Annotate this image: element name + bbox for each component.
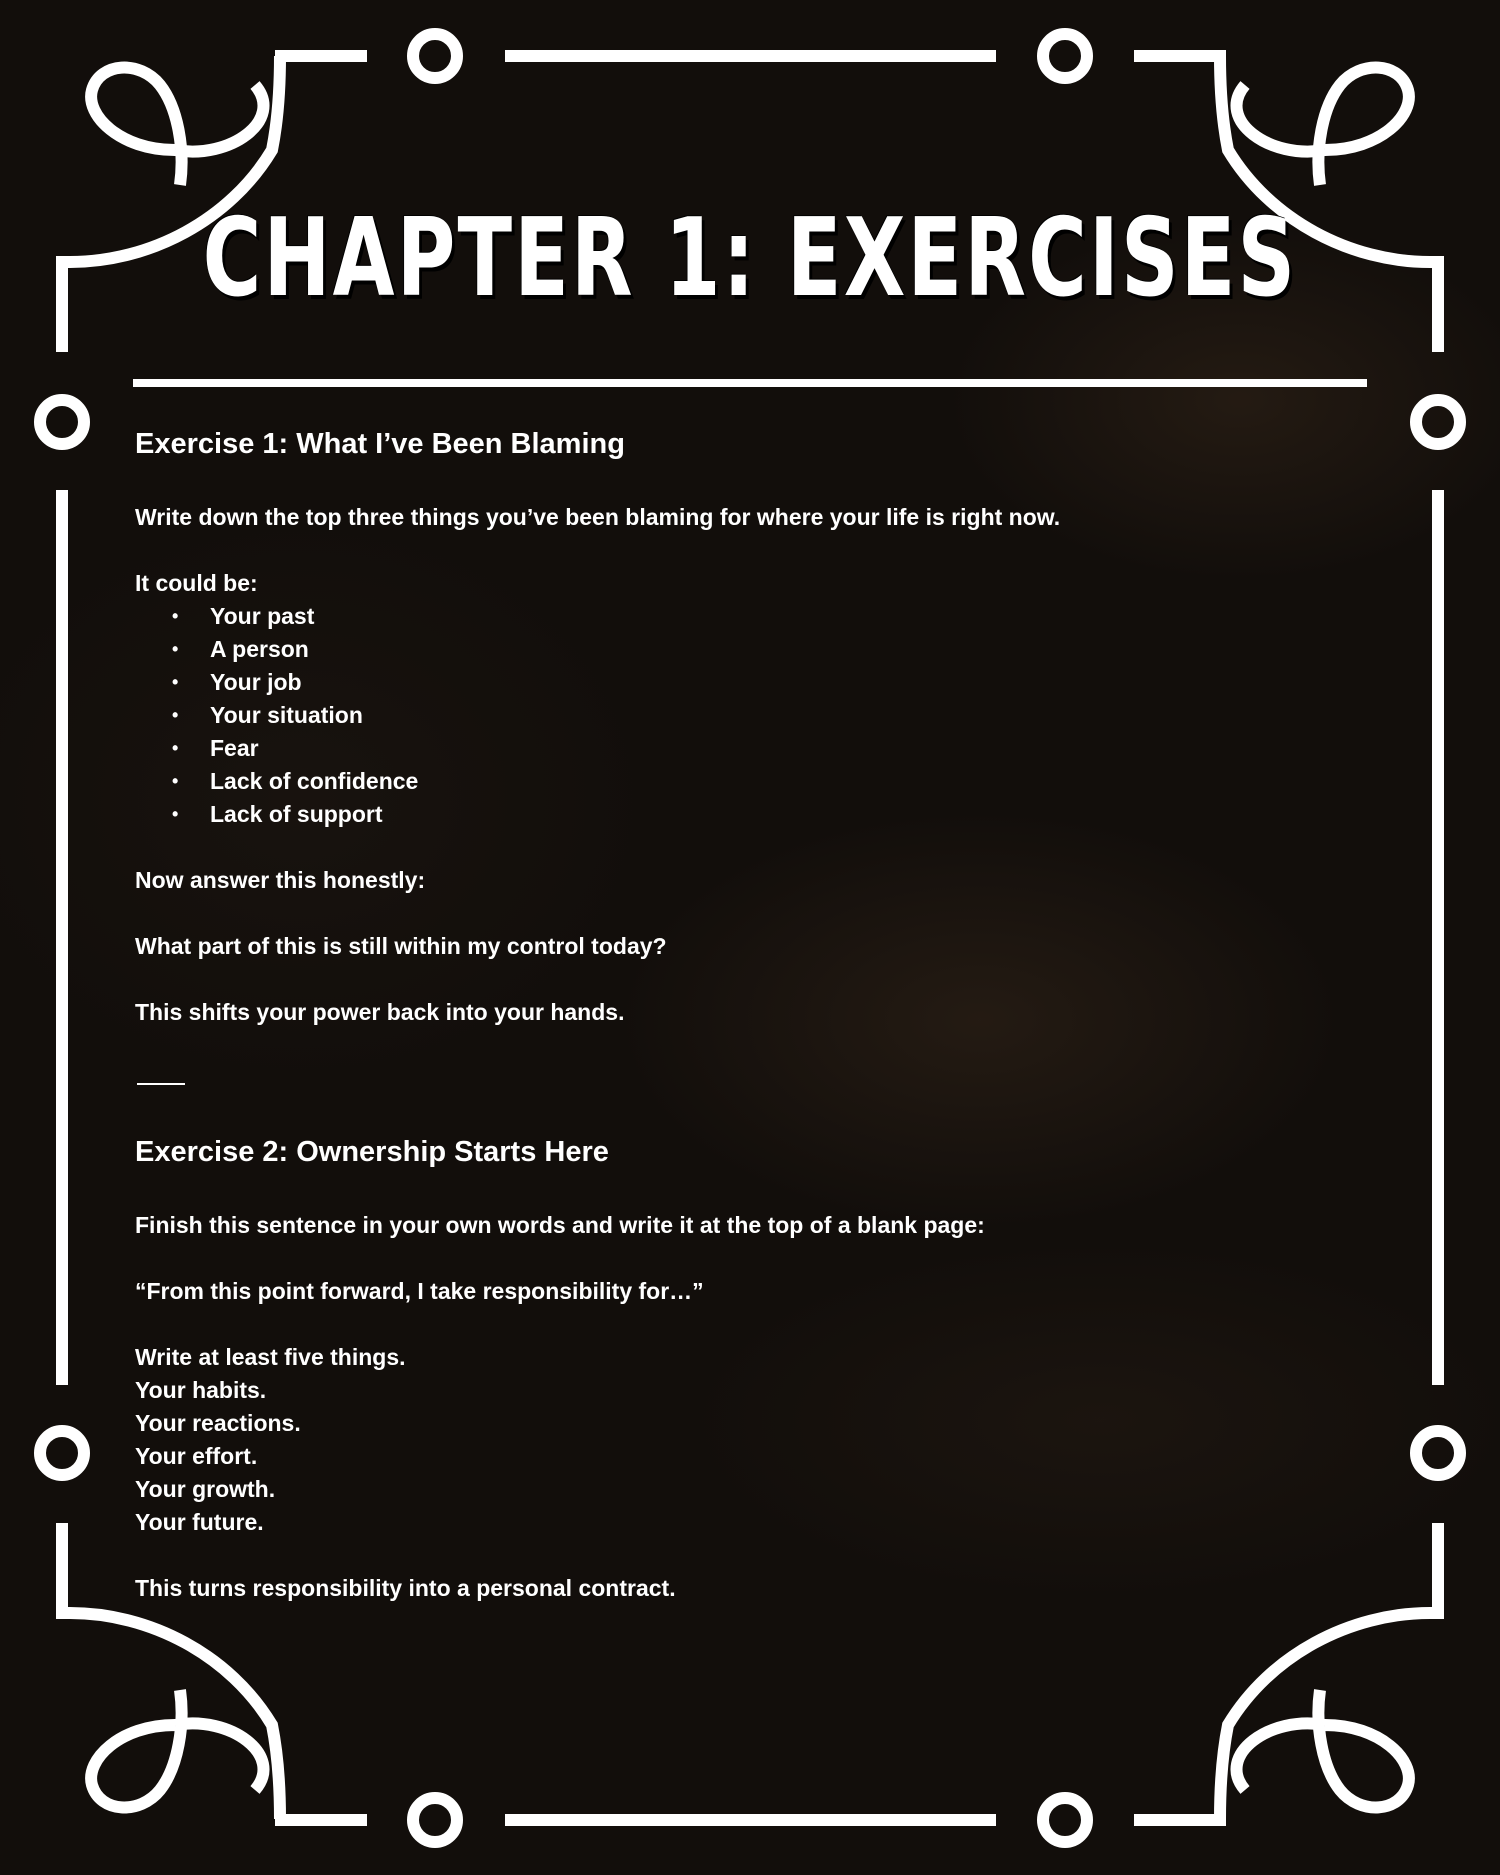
exercise-2-line: Write at least five things.	[135, 1344, 406, 1370]
list-item: • A person	[210, 633, 1365, 666]
exercise-2-quote: “From this point forward, I take responsibility for…”	[135, 1278, 704, 1304]
exercise-2-line: Your reactions.	[135, 1410, 301, 1436]
list-item: • Your past	[210, 600, 1365, 633]
list-intro: It could be:	[135, 570, 258, 596]
exercise-1-prompt: Now answer this honestly:	[135, 867, 426, 893]
exercise-2-line: Your habits.	[135, 1377, 267, 1403]
exercise-2-lines	[135, 1341, 1365, 1539]
exercises-content	[135, 420, 1365, 1638]
exercise-1-closing: This shifts your power back into your hands.	[135, 999, 625, 1025]
exercise-1	[135, 420, 1365, 1029]
ring-icon	[413, 1798, 457, 1842]
blame-list	[135, 600, 1365, 831]
list-item: • Your situation	[210, 699, 1365, 732]
exercise-2-line: Your growth.	[135, 1476, 276, 1502]
exercise-2-line: Your effort.	[135, 1443, 258, 1469]
ring-icon	[40, 400, 84, 444]
exercise-2	[135, 1128, 1365, 1605]
ring-icon	[413, 34, 457, 78]
list-item: • Fear	[210, 732, 1365, 765]
ring-icon	[40, 1431, 84, 1475]
exercise-1-question: What part of this is still within my control today?	[135, 933, 667, 959]
exercise-2-intro: Finish this sentence in your own words and write it at the top of a blank page:	[135, 1212, 985, 1238]
ring-icon	[1043, 34, 1087, 78]
exercise-2-closing: This turns responsibility into a personal contract.	[135, 1575, 676, 1601]
ring-icon	[1043, 1798, 1087, 1842]
exercise-1-intro: Write down the top three things you’ve been blaming for where your life is right now.	[135, 504, 1061, 530]
list-item: • Your job	[210, 666, 1365, 699]
page-title: CHAPTER 1: EXERCISES	[202, 196, 1298, 321]
exercise-2-heading: Exercise 2: Ownership Starts Here	[135, 1136, 609, 1168]
list-item: • Lack of confidence	[210, 765, 1365, 798]
section-divider	[135, 1062, 1365, 1095]
ring-icon	[1416, 1431, 1460, 1475]
list-item: • Lack of support	[210, 798, 1365, 831]
exercise-1-heading: Exercise 1: What I’ve Been Blaming	[135, 428, 625, 460]
ring-icon	[1416, 400, 1460, 444]
exercise-2-line: Your future.	[135, 1509, 264, 1535]
